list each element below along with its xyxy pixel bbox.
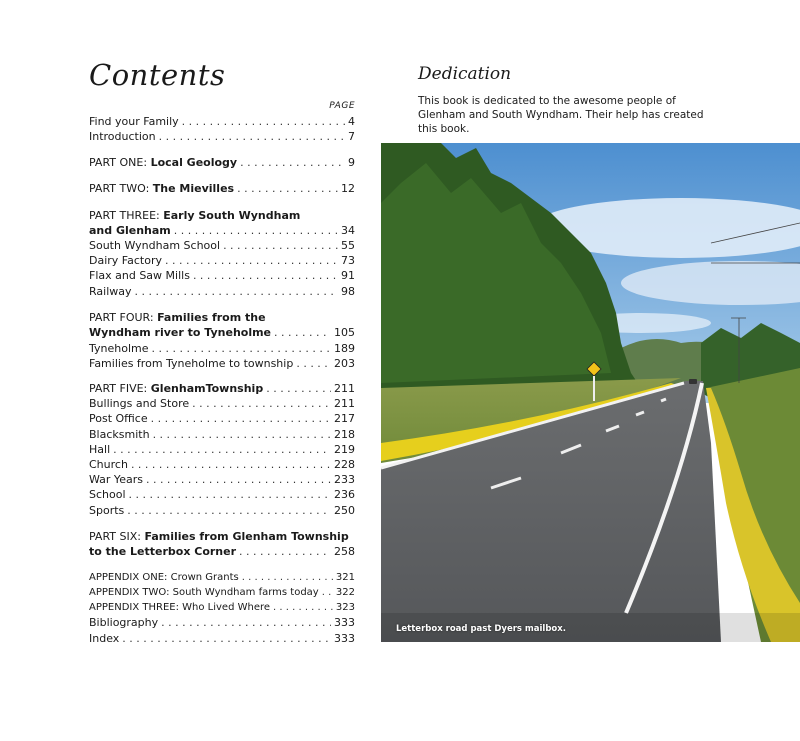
toc-page-number: 4 — [348, 115, 355, 128]
toc-entry-title — [89, 544, 236, 559]
toc-entry — [89, 268, 355, 283]
toc-entry — [89, 253, 355, 268]
toc-entry-title — [89, 631, 119, 646]
toc-page-number: 333 — [334, 616, 355, 629]
toc-section-title: Post Office — [89, 412, 148, 425]
toc-section-title: War Years — [89, 473, 143, 486]
toc-part-label: APPENDIX TWO: — [89, 587, 173, 598]
toc-dot-leader — [174, 223, 338, 238]
toc-page-number: 73 — [341, 254, 355, 267]
toc-entry-title — [89, 472, 143, 487]
toc-entry — [89, 503, 355, 518]
toc-dot-leader — [159, 129, 345, 144]
toc-section-title: Introduction — [89, 130, 156, 143]
contents-title: Contents — [89, 58, 226, 92]
toc-page-number: 321 — [335, 572, 355, 583]
toc-section-title: Blacksmith — [89, 428, 150, 441]
toc-entry-title — [89, 585, 319, 600]
toc-page-number: 333 — [334, 632, 355, 645]
toc-part-label: PART SIX: — [89, 530, 145, 543]
toc-entry — [89, 487, 355, 502]
toc-dot-leader — [240, 155, 345, 170]
toc-section-title: Index — [89, 632, 120, 645]
toc-entry — [89, 341, 355, 356]
toc-page-number: 228 — [334, 458, 355, 471]
toc-entry — [89, 310, 355, 325]
toc-entry — [89, 600, 355, 615]
toc-entry — [89, 544, 355, 559]
toc-page-number: 7 — [348, 130, 355, 143]
toc-part-label: PART TWO: — [89, 182, 153, 195]
toc-page-number: 258 — [334, 545, 355, 558]
toc-dot-leader — [135, 284, 338, 299]
toc-entry-title — [89, 325, 271, 340]
toc-dot-leader — [266, 381, 331, 396]
toc-dot-leader — [239, 544, 331, 559]
toc-dot-leader — [151, 411, 331, 426]
toc-entry-title — [89, 253, 162, 268]
toc-entry-title — [89, 238, 220, 253]
toc-section-title: Hall — [89, 443, 111, 456]
toc-entry — [89, 129, 355, 144]
toc-entry-title — [89, 570, 239, 585]
toc-entry-title — [89, 503, 124, 518]
toc-dot-leader — [237, 181, 338, 196]
toc-dot-leader — [122, 631, 331, 646]
toc-entry-title — [89, 396, 189, 411]
toc-page-number: 233 — [334, 473, 355, 486]
toc-page-number: 211 — [334, 382, 355, 395]
toc-section-title: Find your Family — [89, 115, 179, 128]
toc-entry-title — [89, 341, 149, 356]
toc-entry — [89, 585, 355, 600]
toc-dot-leader — [146, 472, 331, 487]
toc-entry-title — [89, 529, 349, 544]
toc-page-number: 9 — [348, 156, 355, 169]
toc-section-title: Dairy Factory — [89, 254, 162, 267]
page-column-header: PAGE — [329, 101, 355, 111]
toc-entry-title — [89, 615, 158, 630]
toc-section-title: Families from Tyneholme to township — [89, 357, 294, 370]
toc-section-title: South Wyndham School — [89, 239, 221, 252]
toc-dot-leader — [165, 253, 338, 268]
toc-dot-leader — [296, 356, 331, 371]
toc-entry-title — [89, 310, 266, 325]
toc-entry — [89, 181, 355, 196]
toc-page-number: 236 — [334, 488, 355, 501]
dedication-text: This book is dedicated to the awesome people of Glenham and South Wyndham. Their help has created this book. — [418, 95, 704, 135]
toc-part-title: Early South Wyndham — [163, 209, 301, 222]
toc-dot-leader — [192, 396, 331, 411]
toc-dot-leader — [182, 114, 345, 129]
toc-entry-title — [89, 284, 132, 299]
toc-section-title: South Wyndham farms today — [172, 587, 319, 598]
toc-dot-leader — [153, 427, 331, 442]
toc-part-label: PART FIVE: — [89, 382, 151, 395]
toc-section-title: Bullings and Store — [89, 397, 190, 410]
toc-page-number: 34 — [341, 224, 355, 237]
toc-entry — [89, 208, 355, 223]
toc-entry — [89, 284, 355, 299]
road-photo — [381, 143, 800, 642]
toc-entry-title — [89, 208, 300, 223]
toc-page-number: 189 — [334, 342, 355, 355]
toc-entry — [89, 615, 355, 630]
toc-entry — [89, 396, 355, 411]
toc-entry-title — [89, 129, 156, 144]
toc-entry-title — [89, 223, 171, 238]
toc-entry-title — [89, 442, 110, 457]
toc-part-label: PART ONE: — [89, 156, 151, 169]
toc-entry — [89, 457, 355, 472]
toc-entry — [89, 325, 355, 340]
toc-entry — [89, 442, 355, 457]
toc-entry — [89, 381, 355, 396]
toc-dot-leader — [193, 268, 338, 283]
toc-dot-leader — [273, 600, 333, 615]
toc-dot-leader — [161, 615, 331, 630]
toc-page-number: 323 — [335, 602, 355, 613]
toc-entry-title — [89, 487, 126, 502]
toc-page-number: 12 — [341, 182, 355, 195]
toc-entry-title — [89, 114, 179, 129]
toc-dot-leader — [131, 457, 331, 472]
toc-page-number: 98 — [341, 285, 355, 298]
toc-dot-leader — [242, 570, 333, 585]
toc-entry — [89, 238, 355, 253]
toc-entry — [89, 570, 355, 585]
toc-dot-leader — [113, 442, 331, 457]
toc-page-number: 322 — [335, 587, 355, 598]
toc-entry — [89, 631, 355, 646]
car — [689, 379, 697, 384]
toc-entry — [89, 114, 355, 129]
road-photo-illustration — [381, 143, 800, 642]
toc-page-number: 55 — [341, 239, 355, 252]
toc-entry-title — [89, 155, 237, 170]
toc-entry-title — [89, 457, 128, 472]
toc-section-title: Who Lived Where — [182, 602, 271, 613]
toc-section-title: Sports — [89, 504, 125, 517]
toc-page-number: 250 — [334, 504, 355, 517]
toc-part-label: APPENDIX ONE: — [89, 572, 171, 583]
toc-entry — [89, 427, 355, 442]
toc-part-title: and Glenham — [89, 224, 171, 237]
toc-page-number: 218 — [334, 428, 355, 441]
toc-section-title: School — [89, 488, 126, 501]
toc-dot-leader — [274, 325, 331, 340]
toc-entry-title — [89, 411, 148, 426]
toc-dot-leader — [322, 585, 333, 600]
toc-entry-title — [89, 181, 234, 196]
toc-page-number: 211 — [334, 397, 355, 410]
toc-part-title: Local Geology — [150, 156, 238, 169]
toc-entry-title — [89, 268, 190, 283]
toc-page-number: 219 — [334, 443, 355, 456]
toc-entry — [89, 529, 355, 544]
toc-section-title: Flax and Saw Mills — [89, 269, 190, 282]
toc-entry — [89, 411, 355, 426]
toc-entry — [89, 356, 355, 371]
toc-entry-title — [89, 381, 263, 396]
toc-page-number: 105 — [334, 326, 355, 339]
toc-entry — [89, 472, 355, 487]
toc-dot-leader — [129, 487, 331, 502]
toc-entry-title — [89, 356, 293, 371]
toc-section-title: Bibliography — [89, 616, 159, 629]
toc-entry-title — [89, 427, 150, 442]
toc-part-label: PART FOUR: — [89, 311, 158, 324]
toc-part-title: to the Letterbox Corner — [89, 545, 237, 558]
toc-part-title: The Mievilles — [152, 182, 235, 195]
toc-part-label: APPENDIX THREE: — [89, 602, 183, 613]
dedication-title: Dedication — [418, 64, 512, 84]
toc-dot-leader — [127, 503, 331, 518]
photo-caption: Letterbox road past Dyers mailbox. — [396, 624, 566, 634]
toc-entry — [89, 223, 355, 238]
toc-part-title: Wyndham river to Tyneholme — [89, 326, 272, 339]
toc-entry — [89, 155, 355, 170]
toc-page-number: 217 — [334, 412, 355, 425]
toc-page-number: 203 — [334, 357, 355, 370]
toc-part-title: Families from the — [157, 311, 266, 324]
toc-section-title: Tyneholme — [89, 342, 149, 355]
toc-section-title: Railway — [89, 285, 132, 298]
toc-part-title: Families from Glenham Township — [144, 530, 349, 543]
toc-part-title: GlenhamTownship — [150, 382, 264, 395]
toc-part-label: PART THREE: — [89, 209, 164, 222]
toc-page-number: 91 — [341, 269, 355, 282]
toc-dot-leader — [152, 341, 332, 356]
toc-dot-leader — [223, 238, 338, 253]
toc-section-title: Crown Grants — [170, 572, 239, 583]
toc-section-title: Church — [89, 458, 128, 471]
toc-entry-title — [89, 600, 270, 615]
